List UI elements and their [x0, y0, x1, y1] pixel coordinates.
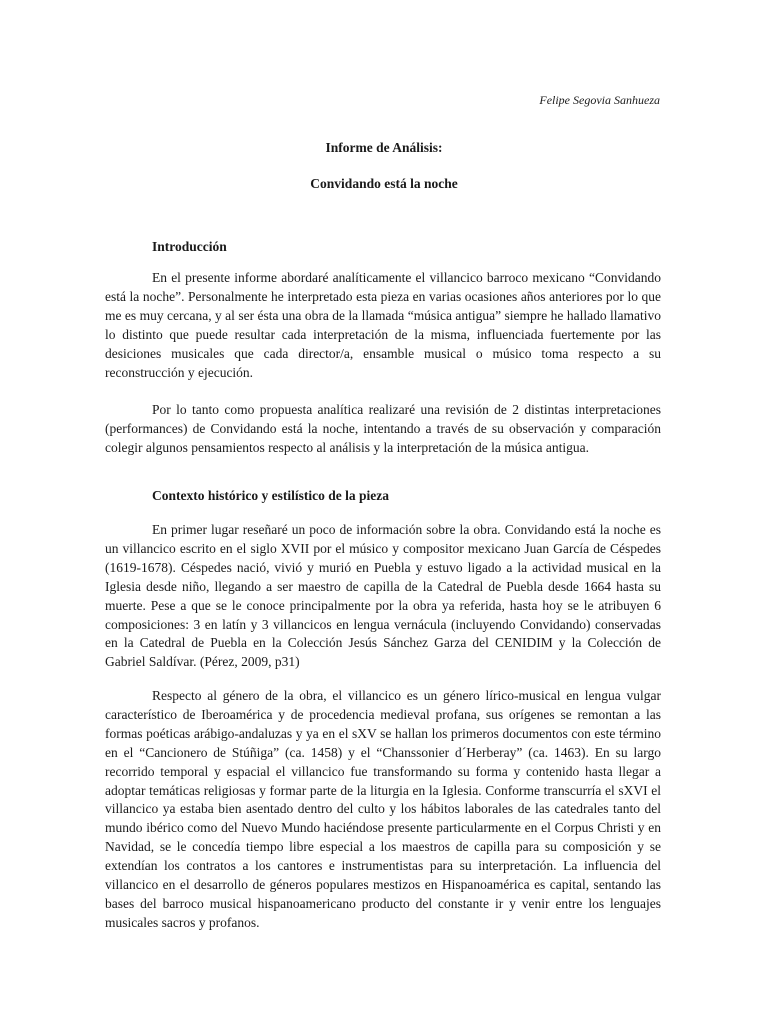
- section-heading-introduction: Introducción: [152, 239, 227, 254]
- paragraph: Respecto al género de la obra, el villancico es un género lírico-musical en lengua vulgar característico de Iberoamérica y de procedencia medieval profana, sus orígenes se remontan a las formas poéticas arábigo-andaluzas y ya en el sXV se hallan los primeros documentos con este término en el “Cancionero de Stúñiga” (ca. 1458) y el “Chanssonier d´Herberay” (ca. 1463). En su largo recorrido temporal y espacial el villancico fue transformando su forma y contenido hasta llegar a adoptar temáticas religiosas y formar parte de la liturgia en la Iglesia. Conforme transcurría el sXVI el villancico ya estaba bien asentado dentro del culto y los hábitos laborales de las catedrales tanto del mundo ibérico como del Nuevo Mundo haciéndose presente particularmente en el Corpus Christi y en Navidad, se le concedía tiempo libre especial a los maestros de capilla para su composición y se extendían los contratos a los cantores e instrumentistas para su interpretación. La influencia del villancico en el desarrollo de géneros populares mestizos en Hispanoamérica es capital, sentando las bases del barroco musical hispanoamericano producto del constante ir y venir entre los lenguajes musicales sacros y profanos.: [105, 688, 661, 930]
- document-title: Informe de Análisis:: [325, 140, 443, 155]
- paragraph: En el presente informe abordaré analíticamente el villancico barroco mexicano “Convidando está la noche”. Personalmente he interpretado esta pieza en varias ocasiones años anteriores por lo que me es muy cercana, y al ser ésta una obra de la llamada “música antigua” siempre he hallado llamativo lo distinto que puede resultar cada interpretación de la misma, influenciada fuertemente por las desiciones musicales que cada director/a, ensamble musical o músico toma respecto a su reconstrucción y ejecución.: [105, 270, 661, 380]
- paragraph: En primer lugar reseñaré un poco de información sobre la obra. Convidando está la noche es un villancico escrito en el siglo XVII por el músico y compositor mexicano Juan García de Céspedes (1619-1678). Céspedes nació, vivió y murió en Puebla y estuvo ligado a la actividad musical en la Iglesia desde niño, llegando a ser maestro de capilla de la Catedral de Puebla desde 1664 hasta su muerte. Pese a que se le conoce principalmente por la obra ya referida, hasta hoy se le atribuyen 6 composiciones: 3 en latín y 3 villancicos en lengua vernácula (incluyendo Convidando) conservadas en la Catedral de Puebla en la Colección Jesús Sánchez Garza del CENIDIM y la Colección de Gabriel Saldívar. (Pérez, 2009, p31): [105, 522, 661, 670]
- paragraph: Por lo tanto como propuesta analítica realizaré una revisión de 2 distintas interpretaciones (performances) de Convidando está la noche, intentando a través de su observación y comparación colegir algunos pensamientos respecto al análisis y la interpretación de la música antigua.: [105, 402, 661, 455]
- author-name: Felipe Segovia Sanhueza: [539, 93, 660, 107]
- document-subtitle: Convidando está la noche: [310, 176, 458, 191]
- section-heading-context: Contexto histórico y estilístico de la pieza: [152, 488, 389, 503]
